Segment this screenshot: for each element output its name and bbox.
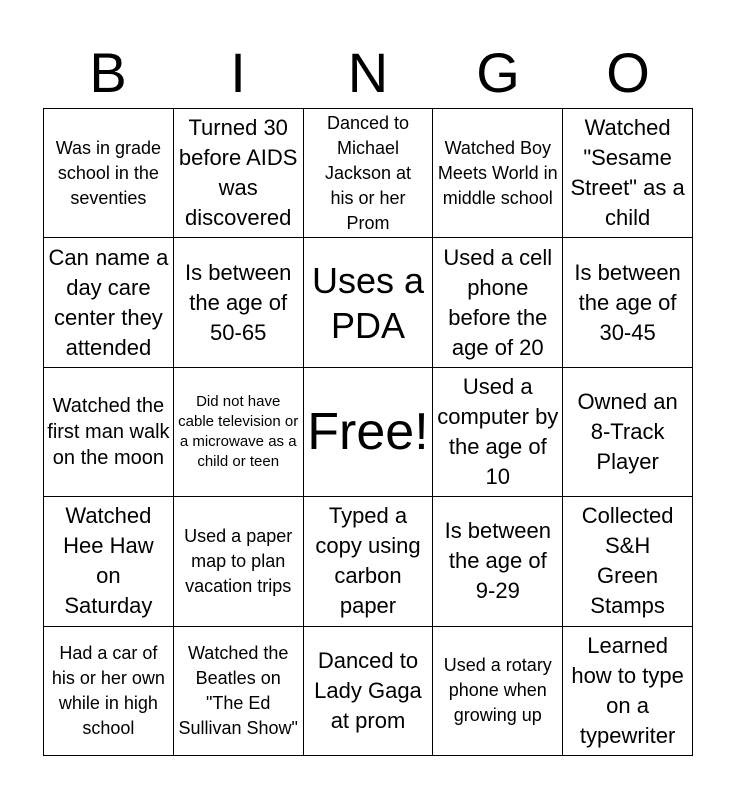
cell-text: Watched the Beatles on "The Ed Sullivan Show" [178, 642, 298, 738]
cell-text: Used a rotary phone when growing up [443, 655, 552, 726]
bingo-cell[interactable] [174, 109, 304, 238]
bingo-cell[interactable] [433, 497, 563, 626]
bingo-cell[interactable] [174, 238, 304, 367]
bingo-cell[interactable] [433, 368, 563, 497]
cell-text: Free! [307, 402, 429, 461]
cell-text: Used a cell phone before the age of 20 [443, 244, 553, 360]
cell-text: Is between the age of 50-65 [184, 259, 292, 345]
cell-text: Is between the age of 30-45 [574, 259, 681, 345]
bingo-card [43, 108, 693, 756]
header-letter-g: G [476, 41, 520, 104]
cell-text: Used a computer by the age of 10 [437, 373, 559, 489]
cell-text: Danced to Lady Gaga at prom [314, 647, 422, 733]
bingo-cell[interactable] [174, 497, 304, 626]
cell-text: Uses a PDA [311, 259, 425, 346]
cell-text: Used a paper map to plan vacation trips [184, 525, 293, 596]
cell-text: Collected S&H Green Stamps [581, 503, 674, 619]
cell-text: Typed a copy using carbon paper [315, 503, 421, 619]
bingo-cell[interactable] [433, 627, 563, 756]
bingo-cell[interactable] [304, 627, 434, 756]
bingo-cell[interactable] [563, 368, 693, 497]
bingo-cell[interactable] [44, 238, 174, 367]
header-letter-b: B [89, 41, 127, 104]
cell-text: Is between the age of 9-29 [444, 518, 551, 604]
bingo-cell[interactable] [304, 109, 434, 238]
free-space[interactable] [304, 368, 434, 497]
bingo-header [43, 38, 693, 108]
bingo-cell[interactable] [563, 238, 693, 367]
header-letter-i: I [230, 41, 246, 104]
cell-text: Was in grade school in the seventies [55, 137, 162, 208]
bingo-cell[interactable] [433, 109, 563, 238]
bingo-cell[interactable] [174, 627, 304, 756]
cell-text: Danced to Michael Jackson at his or her Prom [324, 112, 411, 233]
header-letter-o: O [606, 41, 650, 104]
cell-text: Owned an 8-Track Player [577, 388, 678, 474]
cell-text: Watched Hee Haw on Saturday [63, 503, 154, 619]
cell-text: Learned how to type on a typewriter [571, 632, 684, 748]
header-letter-n: N [347, 41, 389, 104]
cell-text: Watched "Sesame Street" as a child [570, 115, 685, 231]
bingo-cell[interactable] [563, 627, 693, 756]
bingo-cell[interactable] [174, 368, 304, 497]
bingo-cell[interactable] [563, 109, 693, 238]
cell-text: Did not have cable television or a microwave as a child or teen [178, 392, 299, 470]
bingo-cell[interactable] [44, 627, 174, 756]
bingo-cell[interactable] [563, 497, 693, 626]
bingo-cell[interactable] [44, 368, 174, 497]
bingo-cell[interactable] [433, 238, 563, 367]
bingo-cell[interactable] [304, 238, 434, 367]
cell-text: Watched the first man walk on the moon [47, 394, 170, 469]
bingo-cell[interactable] [44, 109, 174, 238]
cell-text: Can name a day care center they attended [48, 244, 169, 360]
bingo-cell[interactable] [44, 497, 174, 626]
cell-text: Watched Boy Meets World in middle school [437, 137, 558, 208]
cell-text: Turned 30 before AIDS was discovered [178, 115, 298, 231]
bingo-cell[interactable] [304, 497, 434, 626]
cell-text: Had a car of his or her own while in high school [51, 642, 165, 738]
